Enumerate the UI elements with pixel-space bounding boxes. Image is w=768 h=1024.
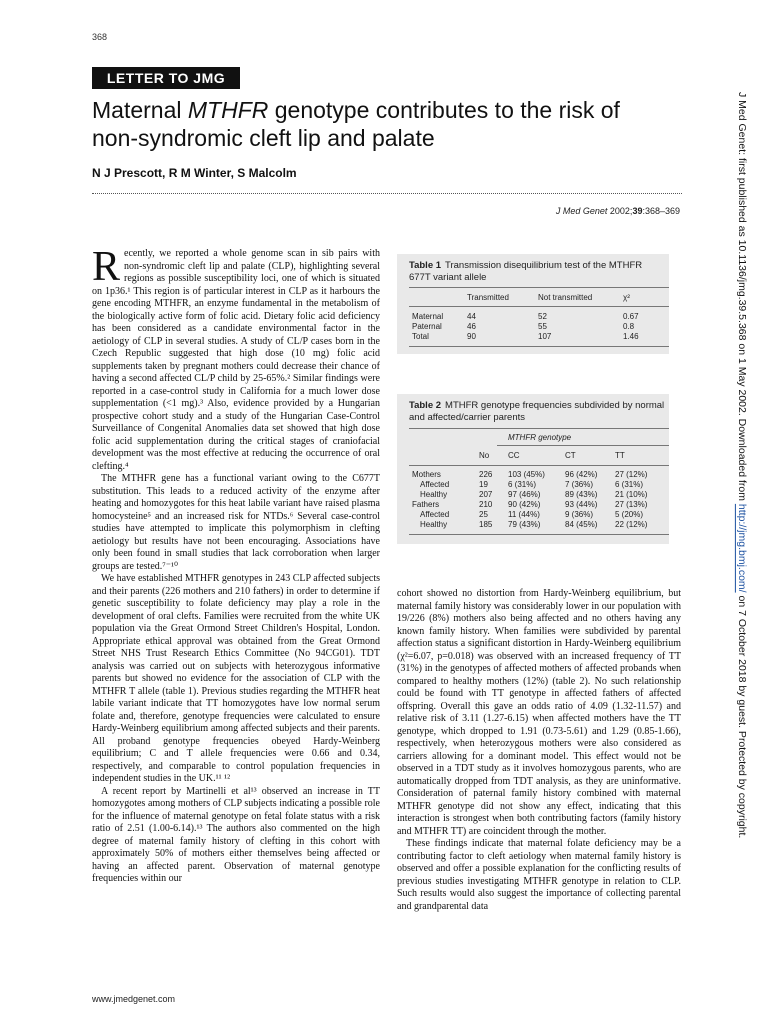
- download-watermark: [736, 92, 752, 942]
- table-2-caption: [409, 400, 665, 424]
- paragraph-3: We have established MTHFR genotypes in 243 CLP affected subjects and their parents (226 mothers and 210 fathers) in order to determine if genetic susceptibility to folate deficiency may play a role in the development of oral clefts. Families were recruited from the white UK population via the Great Ormond Street Children's Hospital, London. Appropriate ethical approval was obtained from the Great Ormond Street NHS Trust Research Ethics Committee (No 94CG01). TDT analysis was carried out on subjects with heterozygous informative parents but showed no evidence for the association of CLP with the MTHFR T allele (table 1). Previous studies regarding the MTHFR heat labile variant indicate that TT homozygotes have low normal serum folate and, therefore, genotype frequencies were calculated to ensure Hardy-Weinberg equilibrium among affected subjects and their parents. All proband genotype frequencies obeyed Hardy-Weinberg equilibrium; C and T allele frequencies were 0.66 and 0.34, respectively, and comparable to control population frequencies in independent studies in the UK.¹¹ ¹²: [92, 573, 380, 784]
- table-2-cell: 93 (44%): [565, 500, 598, 509]
- table-1-cell: 90: [467, 332, 476, 341]
- paragraph-5: cohort showed no distortion from Hardy-Weinberg equilibrium, but maternal family history was considerably lower in our population with 19/226 (8%) mothers also being affected and no others having any known family history. When families were subdivided by parental affection status a significant distortion in Hardy-Weinberg equilibrium (χ²=6.07, p=0.018) was observed with an increased frequency of TT (31%) in the genotypes of affected mothers of affected probands when compared to healthy mothers (12%) (table 2). No such relationship could be found with TT genotype in affected fathers of affected offspring. Overall this gave an odds ratio of 4.09 (1.32-11.57) and relative risk of 3.11 (1.27-6.15) when affected mothers have the TT genotype, which dropped to 1.91 (0.73-5.61) and 1.29 (0.85-1.66), respectively, when heterozygous mothers were also considered as carriers allowing for a dominant model. This effect would not be observed in a TDT study as it involves homozygous parents, who are automatically dropped from TDT analysis, as they are uninformative. Consideration of paternal family history combined with maternal MTHFR genotype did not show any effect, indicating that this interaction is strongest when both contributing factors (family history and MTHFR TT) are coincident through the mother.: [397, 588, 681, 837]
- drop-cap: R: [92, 244, 121, 290]
- table-2-row-label: Healthy: [420, 520, 448, 529]
- table-2-header: CC: [508, 451, 520, 460]
- table-2-cell: 7 (36%): [565, 480, 594, 489]
- body-left-column: [92, 244, 380, 886]
- table-2-cell: 84 (45%): [565, 520, 598, 529]
- table-1-row-label: Paternal: [412, 322, 442, 331]
- table-1-cell: 1.46: [623, 332, 639, 341]
- table-2-caption-text: MTHFR genotype frequencies subdivided by normal and affected/carrier parents: [409, 400, 665, 423]
- table-2-header: TT: [615, 451, 625, 460]
- table-2-label: Table 2: [409, 400, 442, 411]
- table-2-row-label: Mothers: [412, 470, 441, 479]
- table-1: [397, 254, 669, 354]
- paragraph-4: A recent report by Martinelli et al¹³ observed an increase in TT homozygotes among mothers of CLP subjects indicating a possible role for the influence of maternal genotype on fetal folate status with a risk ratio of 2.51 (1.00-6.14).¹³ The authors also commented on the high degree of maternal family history of clefting in this cohort with approximately 50% of mothers either themselves being affected or having an affected parent. Observation of maternal genotype frequencies within our: [92, 785, 380, 884]
- citation-year: 2002;: [609, 206, 633, 216]
- table-2-cell: 96 (42%): [565, 470, 598, 479]
- watermark-prefix: J Med Genet: first published as 10.1136/jmg.39.5.368 on 1 May 2002. Downloaded from: [736, 92, 748, 504]
- table-1-cell: 52: [538, 312, 547, 321]
- table-2-cell: 22 (12%): [615, 520, 648, 529]
- table-2-cell: 6 (31%): [508, 480, 537, 489]
- footer-url: www.jmedgenet.com: [92, 994, 176, 1004]
- table-2-cell: 25: [479, 510, 488, 519]
- table-2-cell: 103 (45%): [508, 470, 545, 479]
- table-2-cell: 21 (10%): [615, 490, 648, 499]
- title-part-2: genotype contributes to the risk of non-syndromic cleft lip and palate: [92, 97, 620, 151]
- table-2-row-label: Fathers: [412, 500, 440, 509]
- journal-citation: [520, 206, 680, 216]
- table-1-cell: 55: [538, 322, 547, 331]
- paragraph-2: The MTHFR gene has a functional variant owing to the C677T substitution. This leads to a reduced activity of the enzyme after heating and homozygotes for this heat labile variant have raised plasma homocysteine⁵ and an increased risk for NTDs.⁶ Several case-control studies have attempted to implicate this polymorphism in clefting aetiology but results have not been encouraging. Associations have only been found in small studies that lack corroboration when larger groups are tested.⁷⁻¹⁰: [92, 473, 380, 572]
- citation-volume: 39: [632, 206, 643, 216]
- table-2-row-label: Healthy: [420, 490, 448, 499]
- citation-pages: :368–369: [642, 206, 680, 216]
- table-2-rule-top: [409, 428, 669, 429]
- page-number: 368: [92, 32, 108, 42]
- table-1-header: χ²: [623, 293, 630, 302]
- article-title: [92, 96, 652, 152]
- table-2-cell: 11 (44%): [508, 510, 540, 519]
- journal-site-link[interactable]: http://jmg.bmj.com/: [736, 503, 748, 593]
- table-1-header: Not transmitted: [538, 293, 593, 302]
- table-2-rule-header: [409, 465, 669, 466]
- title-part-1: Maternal: [92, 97, 188, 123]
- paragraph-1: [92, 244, 380, 473]
- table-2-cell: 210: [479, 500, 493, 509]
- table-2-cell: 6 (31%): [615, 480, 644, 489]
- table-1-cell: 0.67: [623, 312, 639, 321]
- table-2-rule-group: [497, 445, 669, 446]
- table-1-cell: 46: [467, 322, 476, 331]
- table-2-rule-bottom: [409, 534, 669, 535]
- table-1-rule-top: [409, 287, 669, 288]
- section-badge: LETTER TO JMG: [92, 67, 240, 89]
- table-1-label: Table 1: [409, 260, 442, 271]
- table-2-cell: 19: [479, 480, 488, 489]
- table-2: [397, 394, 669, 544]
- table-1-rule-bottom: [409, 346, 669, 347]
- table-2-cell: 226: [479, 470, 493, 479]
- header-divider: [92, 193, 682, 194]
- table-2-cell: 27 (12%): [615, 470, 648, 479]
- citation-journal: J Med Genet: [555, 206, 608, 216]
- table-2-cell: 207: [479, 490, 493, 499]
- table-2-cell: 97 (46%): [508, 490, 541, 499]
- title-gene-name: MTHFR: [187, 97, 269, 123]
- watermark-suffix: on 7 October 2018 by guest. Protected by copyright.: [736, 592, 748, 839]
- table-2-row-label: Affected: [420, 480, 450, 489]
- table-2-group-header: MTHFR genotype: [508, 433, 572, 442]
- table-2-cell: 5 (20%): [615, 510, 644, 519]
- paragraph-1-text: ecently, we reported a whole genome scan in sib pairs with non-syndromic cleft lip and palate (CLP), highlighting several regions as possible susceptibility loci, one of which is situated on 1p36.¹ This region is of particular interest in CLP as it harbours the gene encoding MTHFR, an enzyme fundamental in the metabolism of the biologically active form of folic acid. Dietary folic acid deficiency has been considered as a candidate environmental factor in the aetiology of CLP in several studies. A study of CL/P cases born in the Czech Republic suggested that high dose (10 mg) folic acid supplements taken by pregnant mothers could decrease their chance of having a second affected CL/P child by 25-65%.² Similar findings were reported in a case-control study in California for a much lower dose supplementation (<1 mg).³ Also, evidence provided by a Hungarian prospective cohort study and a study of the Hungarian Case-Control Surveillance of Congenital Anomalies data set showed that high dose folic acid supplementation during the critical stages of craniofacial development was the most effective at reducing the occurrence of oral clefting.⁴: [92, 248, 380, 472]
- author-list: N J Prescott, R M Winter, S Malcolm: [92, 166, 297, 180]
- table-1-row-label: Maternal: [412, 312, 444, 321]
- table-1-header: Transmitted: [467, 293, 509, 302]
- table-2-header: CT: [565, 451, 576, 460]
- table-2-cell: 27 (13%): [615, 500, 648, 509]
- table-2-cell: 90 (42%): [508, 500, 541, 509]
- table-2-cell: 79 (43%): [508, 520, 541, 529]
- table-1-cell: 0.8: [623, 322, 635, 331]
- table-1-cell: 44: [467, 312, 476, 321]
- table-2-cell: 185: [479, 520, 493, 529]
- table-1-cell: 107: [538, 332, 552, 341]
- table-2-row-label: Affected: [420, 510, 450, 519]
- paragraph-6: These findings indicate that maternal folate deficiency may be a contributing factor to cleft aetiology when maternal family history is observed and offer a possible explanation for the conflicting results of previous studies investigating MTHFR genotype in relation to CLP. Such results would also suggest the importance of collecting parental and grandparental data: [397, 838, 681, 912]
- table-1-caption-text: Transmission disequilibrium test of the MTHFR 677T variant allele: [409, 260, 643, 283]
- table-2-cell: 89 (43%): [565, 490, 598, 499]
- table-2-cell: 9 (36%): [565, 510, 594, 519]
- table-1-caption: [409, 260, 665, 284]
- body-right-column: [397, 588, 681, 913]
- table-1-row-label: Total: [412, 332, 429, 341]
- watermark-text: [736, 92, 748, 838]
- table-2-header: No: [479, 451, 490, 460]
- table-1-rule-header: [409, 306, 669, 307]
